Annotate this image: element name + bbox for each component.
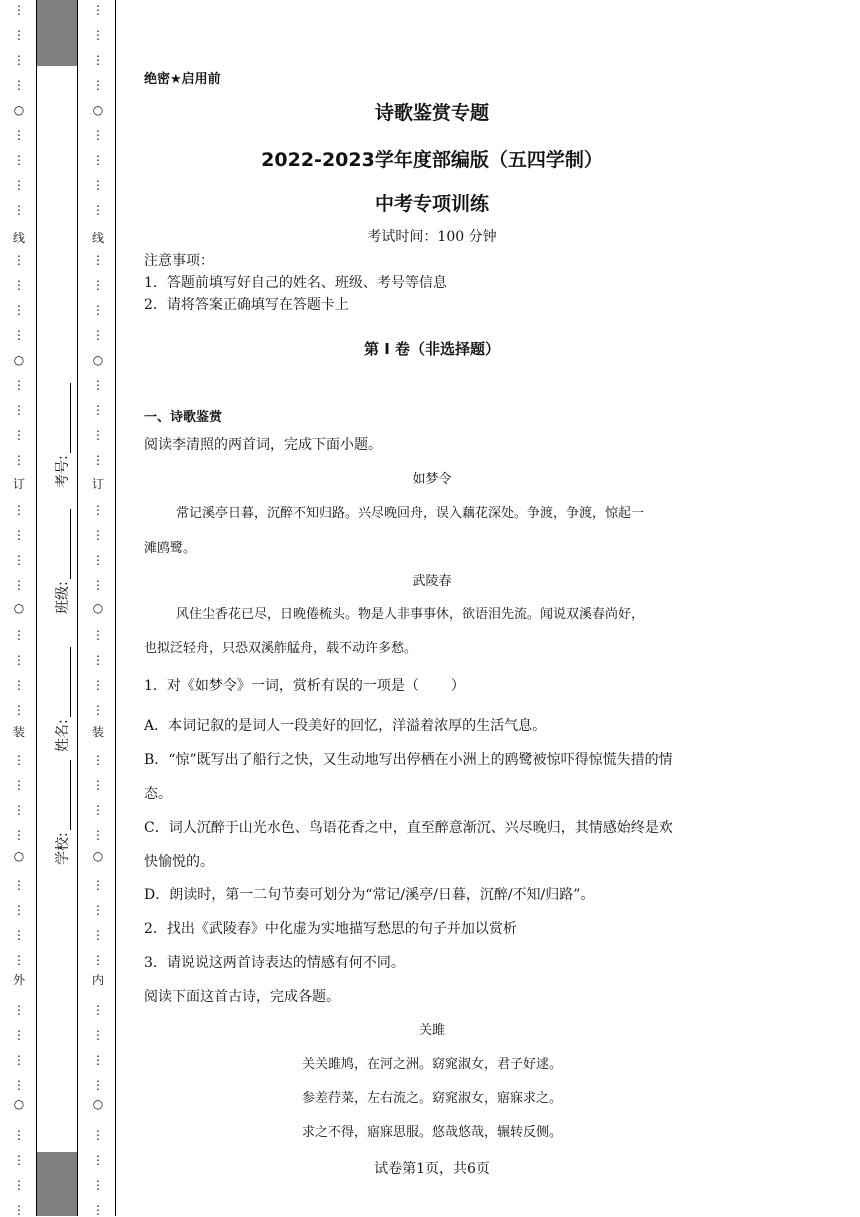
dot-mark: ⋮ (13, 1028, 25, 1042)
circle-mark: ○ (92, 849, 104, 863)
dot-mark: ⋮ (92, 928, 104, 942)
poem-line: 常记溪亭日暮，沉醉不知归路。兴尽晚回舟，误入藕花深处。争渡，争渡，惊起一 (176, 506, 645, 521)
outer-seal-column (12, 0, 26, 1216)
seal-bind-mark: 订 (91, 477, 104, 491)
poem-line: 参差荇菜，左右流之。窈窕淑女，寤寐求之。 (301, 1091, 562, 1106)
dot-mark: ⋮ (92, 203, 104, 217)
seal-bind-mark: 订 (12, 477, 25, 491)
dot-mark: ⋮ (92, 703, 104, 717)
dot-mark: ⋮ (92, 28, 104, 42)
binding-line-left (36, 0, 37, 1216)
dot-mark: ⋮ (13, 453, 25, 467)
dot-mark: ⋮ (13, 1078, 25, 1092)
title-topic: 诗歌鉴赏专题 (374, 102, 489, 124)
dot-mark: ⋮ (92, 1053, 104, 1067)
circle-mark: ○ (13, 601, 25, 615)
dot-mark: ⋮ (13, 628, 25, 642)
dot-mark: ⋮ (13, 3, 25, 17)
dot-mark: ⋮ (13, 1203, 25, 1217)
option-c: C．词人沉醉于山光水色、鸟语花香之中，直至醉意渐沉、兴尽晚归，其情感始终是欢 (144, 820, 673, 836)
question-1: 1．对《如梦令》一词，赏析有误的一项是（ ） (144, 678, 465, 694)
seal-fold-mark: 装 (12, 725, 25, 739)
poem-line: 求之不得，寤寐思服。悠哉悠哉，辗转反侧。 (301, 1125, 562, 1140)
secret-label: 绝密★启用前 (144, 72, 221, 87)
dot-mark: ⋮ (92, 53, 104, 67)
volume-title: 第 I 卷（非选择题） (363, 340, 501, 358)
binding-shade-top (37, 0, 77, 66)
dot-mark: ⋮ (13, 503, 25, 517)
title-training: 中考专项训练 (374, 193, 489, 215)
section-intro: 阅读李清照的两首词，完成下面小题。 (144, 437, 382, 453)
option-d: D．朗读时，第一二句节奏可划分为“常记/溪亭/日暮，沉醉/不知/归路”。 (144, 887, 595, 903)
dot-mark: ⋮ (13, 528, 25, 542)
dot-mark: ⋮ (13, 153, 25, 167)
dot-mark: ⋮ (92, 878, 104, 892)
dot-mark: ⋮ (13, 253, 25, 267)
dot-mark: ⋮ (92, 1178, 104, 1192)
dot-mark: ⋮ (92, 403, 104, 417)
dot-mark: ⋮ (13, 953, 25, 967)
dot-mark: ⋮ (13, 828, 25, 842)
circle-mark: ○ (13, 1097, 25, 1111)
poem-line: 也拟泛轻舟，只恐双溪舴艋舟，载不动许多愁。 (144, 641, 418, 656)
exam-number-field[interactable]: 考号: (52, 383, 72, 488)
class-field[interactable]: 班级: (52, 509, 72, 614)
dot-mark: ⋮ (13, 28, 25, 42)
note-item: 1．答题前填写好自己的姓名、班级、考号等信息 (144, 275, 447, 291)
dot-mark: ⋮ (13, 128, 25, 142)
poem-title: 武陵春 (412, 574, 452, 589)
dot-mark: ⋮ (92, 78, 104, 92)
dot-mark: ⋮ (92, 178, 104, 192)
section-heading: 一、诗歌鉴赏 (144, 410, 223, 425)
dot-mark: ⋮ (92, 578, 104, 592)
dot-mark: ⋮ (92, 628, 104, 642)
dot-mark: ⋮ (92, 1028, 104, 1042)
dot-mark: ⋮ (13, 703, 25, 717)
dot-mark: ⋮ (13, 578, 25, 592)
poem-line: 风住尘香花已尽，日晚倦梳头。物是人非事事休，欲语泪先流。闻说双溪春尚好， (176, 607, 645, 622)
binding-margin (0, 0, 116, 1216)
seal-fold-mark: 装 (91, 725, 104, 739)
dot-mark: ⋮ (13, 278, 25, 292)
dot-mark: ⋮ (13, 378, 25, 392)
dot-mark: ⋮ (13, 178, 25, 192)
dot-mark: ⋮ (13, 678, 25, 692)
dot-mark: ⋮ (92, 1203, 104, 1217)
dot-mark: ⋮ (92, 1003, 104, 1017)
school-field[interactable]: 学校: (52, 760, 72, 865)
note-item: 2．请将答案正确填写在答题卡上 (144, 297, 349, 313)
dot-mark: ⋮ (92, 453, 104, 467)
dot-mark: ⋮ (13, 1153, 25, 1167)
poem-title: 关雎 (418, 1023, 445, 1038)
page-footer: 试卷第1页，共6页 (374, 1161, 490, 1177)
dot-mark: ⋮ (13, 203, 25, 217)
poem-line: 滩鸥鹭。 (144, 541, 197, 556)
circle-mark: ○ (92, 103, 104, 117)
dot-mark: ⋮ (13, 928, 25, 942)
dot-mark: ⋮ (13, 903, 25, 917)
option-c-cont: 快愉悦的。 (144, 854, 214, 870)
dot-mark: ⋮ (92, 828, 104, 842)
dot-mark: ⋮ (92, 1153, 104, 1167)
reading-intro: 阅读下面这首古诗，完成各题。 (144, 989, 340, 1005)
dot-mark: ⋮ (92, 778, 104, 792)
dot-mark: ⋮ (13, 653, 25, 667)
dot-mark: ⋮ (92, 378, 104, 392)
dot-mark: ⋮ (92, 128, 104, 142)
dot-mark: ⋮ (13, 1128, 25, 1142)
inner-seal-column (91, 0, 105, 1216)
dot-mark: ⋮ (92, 3, 104, 17)
dot-mark: ⋮ (92, 653, 104, 667)
circle-mark: ○ (92, 353, 104, 367)
dot-mark: ⋮ (92, 953, 104, 967)
dot-mark: ⋮ (13, 303, 25, 317)
binding-line-right (115, 0, 116, 1216)
circle-mark: ○ (92, 601, 104, 615)
dot-mark: ⋮ (92, 803, 104, 817)
dot-mark: ⋮ (13, 328, 25, 342)
dot-mark: ⋮ (92, 303, 104, 317)
seal-side-mark: 外 (12, 973, 25, 987)
circle-mark: ○ (13, 103, 25, 117)
dot-mark: ⋮ (13, 78, 25, 92)
option-b-cont: 态。 (144, 786, 172, 802)
question-2: 2．找出《武陵春》中化虚为实地描写愁思的句子并加以赏析 (144, 921, 517, 937)
seal-side-mark: 内 (91, 973, 104, 987)
dot-mark: ⋮ (13, 53, 25, 67)
dot-mark: ⋮ (92, 253, 104, 267)
dot-mark: ⋮ (13, 803, 25, 817)
circle-mark: ○ (13, 353, 25, 367)
dot-mark: ⋮ (13, 753, 25, 767)
seal-line-mark: 线 (12, 231, 25, 245)
dot-mark: ⋮ (13, 428, 25, 442)
dot-mark: ⋮ (13, 1178, 25, 1192)
dot-mark: ⋮ (92, 1078, 104, 1092)
dot-mark: ⋮ (13, 1003, 25, 1017)
title-year: 2022-2023学年度部编版（五四学制） (261, 149, 603, 171)
dot-mark: ⋮ (13, 403, 25, 417)
dot-mark: ⋮ (92, 328, 104, 342)
circle-mark: ○ (13, 849, 25, 863)
question-3: 3．请说说这两首诗表达的情感有何不同。 (144, 955, 405, 971)
poem-line: 关关雎鸠，在河之洲。窈窕淑女，君子好逑。 (301, 1057, 562, 1072)
option-a: A．本词记叙的是词人一段美好的回忆，洋溢着浓厚的生活气息。 (144, 718, 547, 734)
dot-mark: ⋮ (92, 503, 104, 517)
dot-mark: ⋮ (13, 553, 25, 567)
binding-line-middle (77, 0, 78, 1216)
circle-mark: ○ (92, 1097, 104, 1111)
name-field[interactable]: 姓名: (52, 647, 72, 752)
dot-mark: ⋮ (13, 778, 25, 792)
poem-title: 如梦令 (412, 472, 452, 487)
dot-mark: ⋮ (92, 528, 104, 542)
dot-mark: ⋮ (92, 678, 104, 692)
seal-line-mark: 线 (91, 231, 104, 245)
option-b: B．“惊”既写出了船行之快，又生动地写出停栖在小洲上的鸥鹭被惊吓得惊慌失措的情 (144, 752, 673, 768)
dot-mark: ⋮ (92, 428, 104, 442)
binding-shade-bottom (37, 1152, 77, 1216)
exam-time: 考试时间：100 分钟 (367, 229, 497, 245)
dot-mark: ⋮ (92, 903, 104, 917)
dot-mark: ⋮ (92, 753, 104, 767)
dot-mark: ⋮ (13, 878, 25, 892)
dot-mark: ⋮ (92, 278, 104, 292)
dot-mark: ⋮ (92, 1128, 104, 1142)
dot-mark: ⋮ (13, 1053, 25, 1067)
dot-mark: ⋮ (92, 553, 104, 567)
notes-heading: 注意事项： (144, 253, 214, 269)
dot-mark: ⋮ (92, 153, 104, 167)
